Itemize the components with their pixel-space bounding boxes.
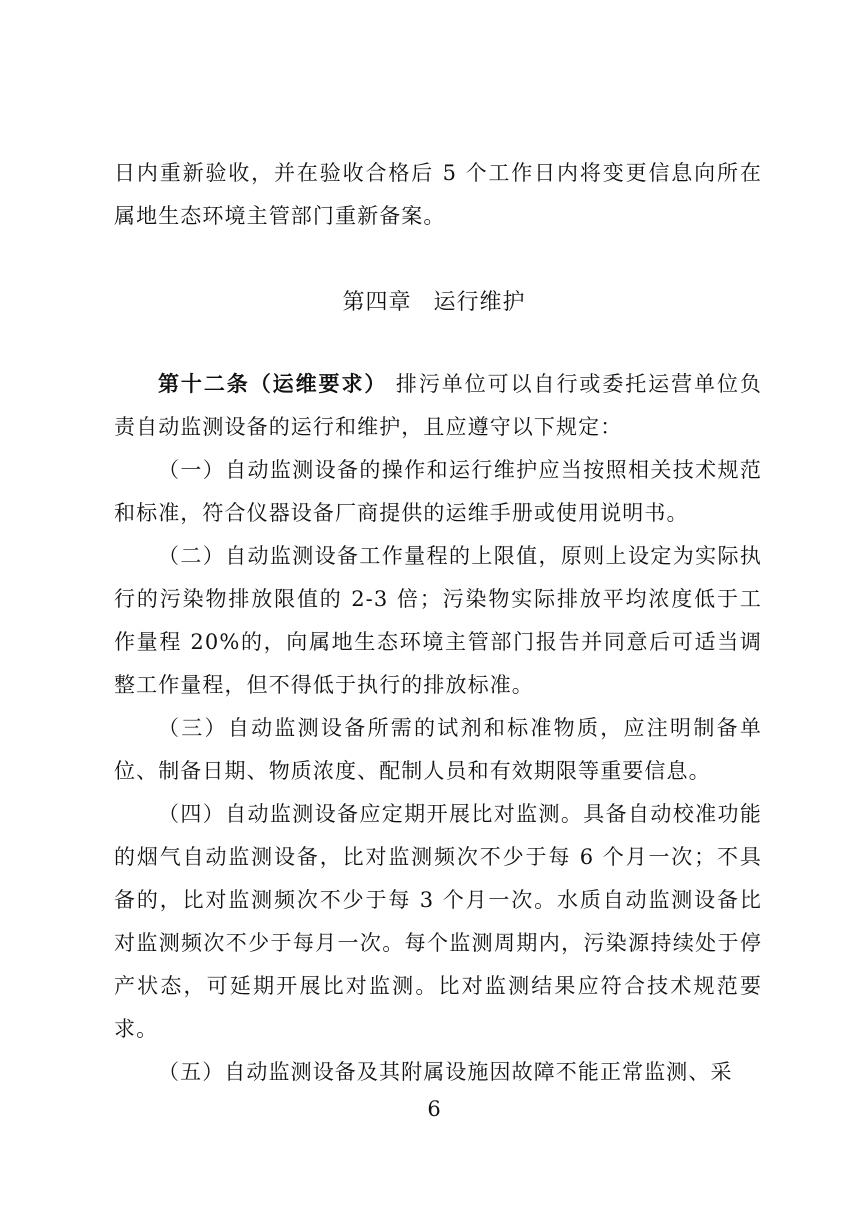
- page-number: 6: [427, 1097, 441, 1121]
- chapter-number: 第四章: [342, 290, 412, 315]
- item-1-paragraph: （一）自动监测设备的操作和运行维护应当按照相关技术规范和标准，符合仪器设备厂商提供的运维手册或使用说明书。: [114, 458, 762, 525]
- item-4-paragraph: （四）自动监测设备应定期开展比对监测。具备自动校准功能的烟气自动监测设备，比对监测频次不少于每 6 个月一次；不具备的，比对监测频次不少于每 3 个月一次。水质自动监测设备比对监测频次不少于每月一次。每个监测周期内，污染源持续处于停产状态，可延期开展比对监测。比对监测结果应符合技术规范要求。: [114, 802, 762, 1041]
- continuation-paragraph: 日内重新验收，并在验收合格后 5 个工作日内将变更信息向所在属地生态环境主管部门重新备案。: [114, 161, 762, 228]
- article-12-paragraph: [114, 363, 762, 449]
- chapter-heading: [0, 283, 868, 323]
- item-2-paragraph: （二）自动监测设备工作量程的上限值，原则上设定为实际执行的污染物排放限值的 2-3 倍；污染物实际排放平均浓度低于工作量程 20%的，向属地生态环境主管部门报告并同意后可适当调整工作量程，但不得低于执行的排放标准。: [114, 544, 762, 697]
- article-label: 第十二条（运维要求）: [158, 372, 388, 396]
- article-text: 排污单位可以自行或委托运营单位负责自动监测设备的运行和维护，且应遵守以下规定：: [114, 372, 763, 439]
- item-5-paragraph: （五）自动监测设备及其附属设施因故障不能正常监测、采: [158, 1060, 733, 1084]
- item-3-paragraph: （三）自动监测设备所需的试剂和标准物质，应注明制备单位、制备日期、物质浓度、配制人员和有效期限等重要信息。: [114, 716, 762, 783]
- chapter-title: 运行维护: [433, 290, 526, 315]
